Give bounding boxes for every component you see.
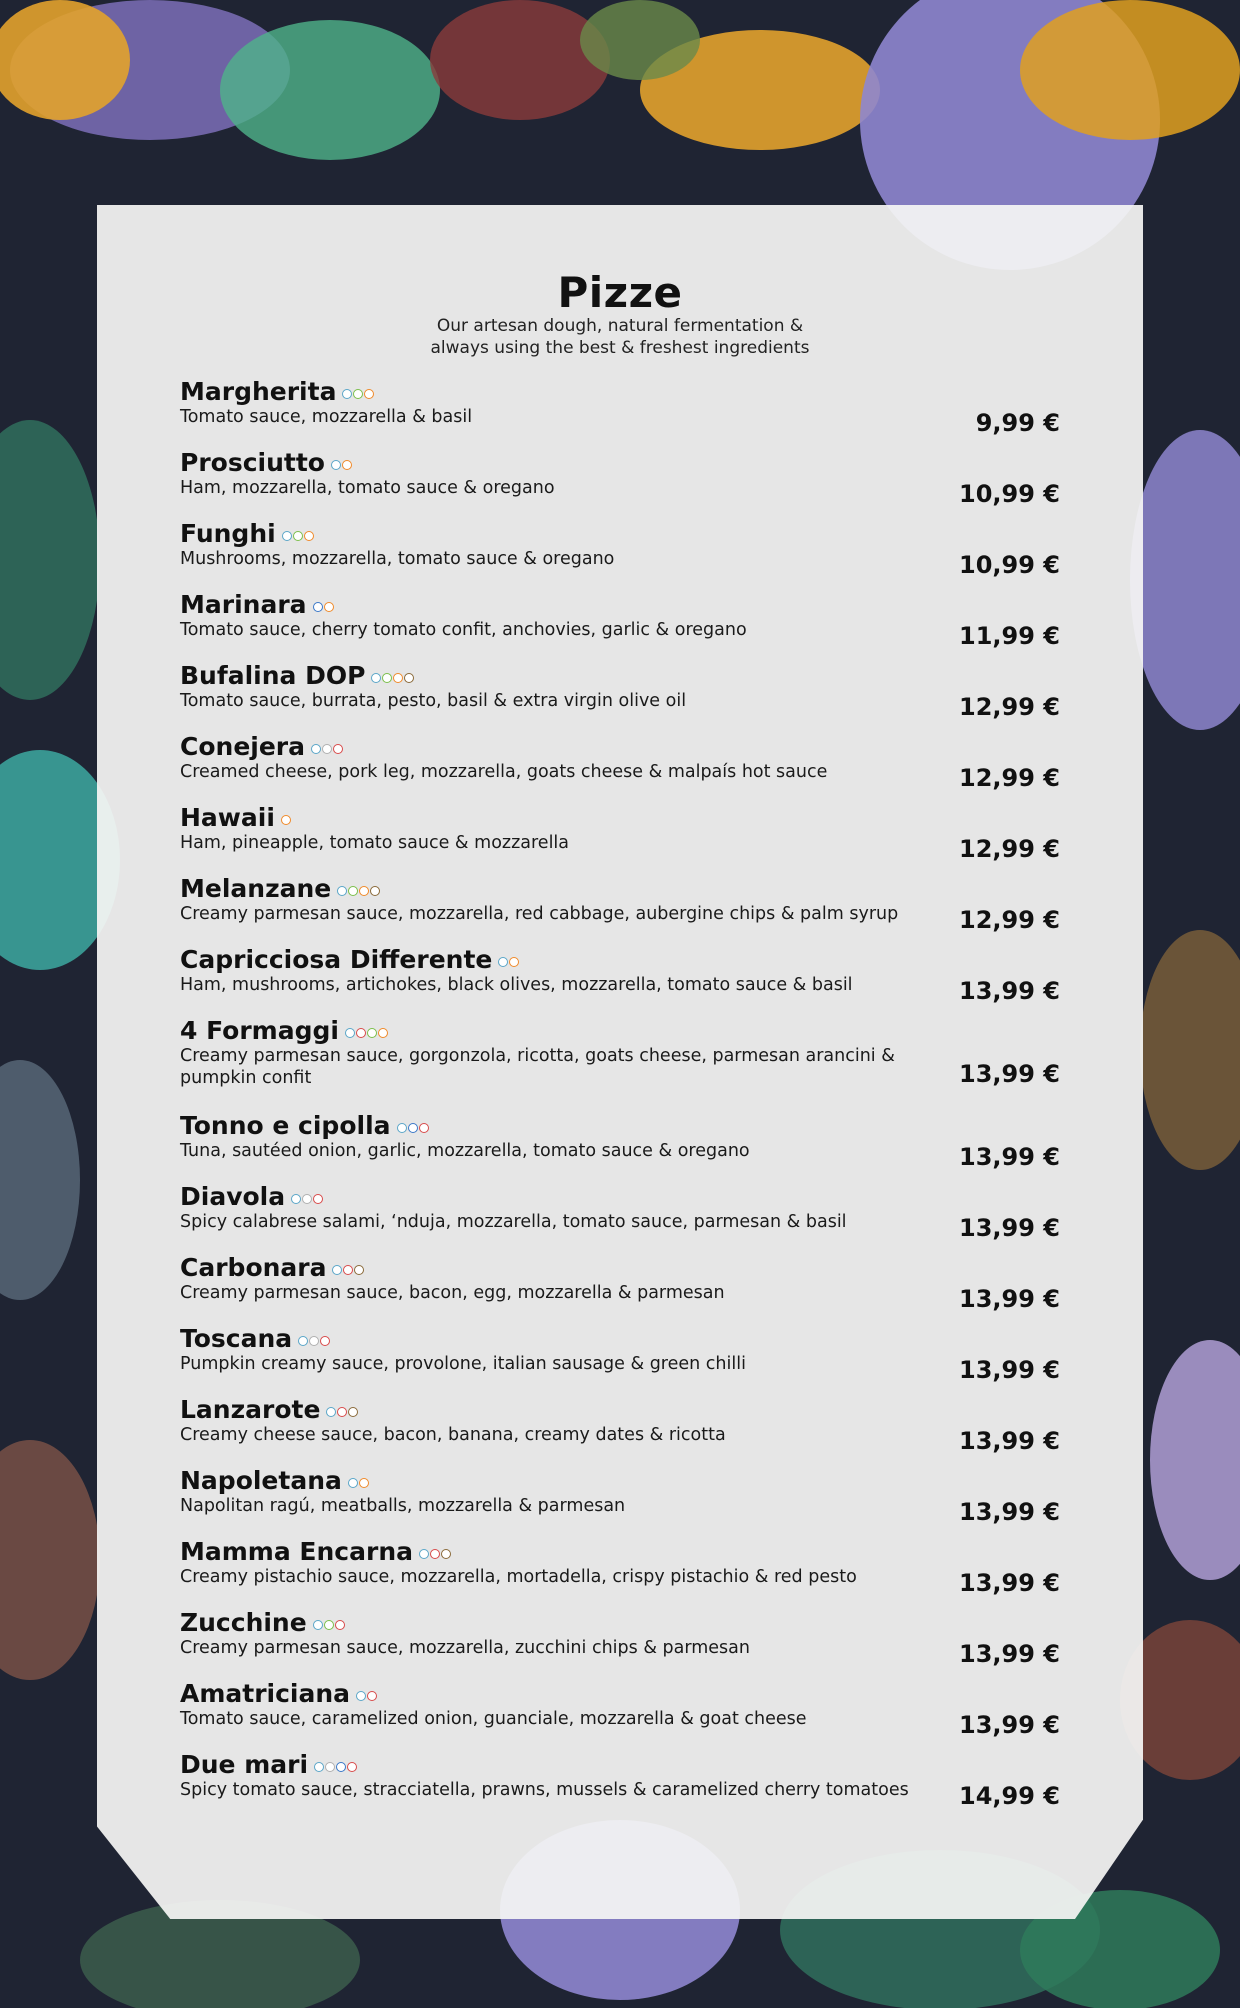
allergen-icon bbox=[359, 886, 369, 896]
allergen-icons bbox=[371, 668, 415, 687]
allergen-icon bbox=[364, 389, 374, 399]
allergen-icon bbox=[498, 957, 508, 967]
item-name: Due mari bbox=[180, 1750, 309, 1779]
item-price: 13,99 € bbox=[959, 977, 1060, 1005]
allergen-icon bbox=[331, 460, 341, 470]
item-description: Creamed cheese, pork leg, mozzarella, goats cheese & malpaís hot sauce bbox=[180, 762, 828, 782]
allergen-icon bbox=[298, 1336, 308, 1346]
item-price: 13,99 € bbox=[959, 1711, 1060, 1739]
allergen-icon bbox=[291, 1194, 301, 1204]
item-description: Spicy calabrese salami, ‘nduja, mozzarella, tomato sauce, parmesan & basil bbox=[180, 1212, 847, 1232]
item-price: 10,99 € bbox=[959, 551, 1060, 579]
menu-item bbox=[180, 733, 1060, 804]
allergen-icon bbox=[356, 1691, 366, 1701]
allergen-icon bbox=[337, 1407, 347, 1417]
allergen-icon bbox=[348, 886, 358, 896]
menu-item bbox=[180, 1017, 1060, 1112]
item-name: Hawaii bbox=[180, 803, 275, 832]
subtitle-line-2: always using the best & freshest ingredients bbox=[430, 338, 810, 358]
allergen-icon bbox=[314, 1762, 324, 1772]
item-name: Diavola bbox=[180, 1182, 286, 1211]
allergen-icon bbox=[356, 1028, 366, 1038]
item-description: Tomato sauce, burrata, pesto, basil & extra virgin olive oil bbox=[180, 691, 687, 711]
menu-item bbox=[180, 1609, 1060, 1680]
item-description: Tomato sauce, caramelized onion, guanciale, mozzarella & goat cheese bbox=[180, 1709, 807, 1729]
allergen-icons bbox=[332, 1260, 365, 1279]
item-description: Creamy parmesan sauce, mozzarella, red cabbage, aubergine chips & palm syrup bbox=[180, 904, 899, 924]
menu-item bbox=[180, 378, 1060, 449]
allergen-icons bbox=[356, 1686, 378, 1705]
allergen-icon bbox=[324, 602, 334, 612]
menu-item bbox=[180, 875, 1060, 946]
allergen-icon bbox=[281, 815, 291, 825]
item-description: Ham, mushrooms, artichokes, black olives, mozzarella, tomato sauce & basil bbox=[180, 975, 853, 995]
allergen-icon bbox=[393, 673, 403, 683]
allergen-icons bbox=[281, 810, 292, 829]
item-description: Creamy parmesan sauce, mozzarella, zucchini chips & parmesan bbox=[180, 1638, 750, 1658]
allergen-icon bbox=[367, 1028, 377, 1038]
item-price: 13,99 € bbox=[959, 1427, 1060, 1455]
menu-item bbox=[180, 1467, 1060, 1538]
menu-item bbox=[180, 1680, 1060, 1751]
allergen-icons bbox=[419, 1544, 452, 1563]
allergen-icon bbox=[335, 1620, 345, 1630]
item-name: Amatriciana bbox=[180, 1679, 351, 1708]
item-name: Zucchine bbox=[180, 1608, 307, 1637]
item-price: 12,99 € bbox=[959, 693, 1060, 721]
allergen-icon bbox=[378, 1028, 388, 1038]
allergen-icon bbox=[430, 1549, 440, 1559]
allergen-icons bbox=[313, 597, 335, 616]
allergen-icon bbox=[370, 886, 380, 896]
allergen-icon bbox=[313, 1620, 323, 1630]
menu-item bbox=[180, 520, 1060, 591]
item-name: Funghi bbox=[180, 519, 276, 548]
allergen-icons bbox=[314, 1757, 358, 1776]
item-price: 12,99 € bbox=[959, 906, 1060, 934]
allergen-icon bbox=[404, 673, 414, 683]
allergen-icon bbox=[313, 602, 323, 612]
allergen-icons bbox=[311, 739, 344, 758]
allergen-icon bbox=[354, 1265, 364, 1275]
item-price: 13,99 € bbox=[959, 1356, 1060, 1384]
item-name: Carbonara bbox=[180, 1253, 327, 1282]
item-price: 13,99 € bbox=[959, 1143, 1060, 1171]
allergen-icon bbox=[509, 957, 519, 967]
allergen-icon bbox=[371, 673, 381, 683]
allergen-icon bbox=[343, 1265, 353, 1275]
allergen-icon bbox=[342, 389, 352, 399]
item-price: 13,99 € bbox=[959, 1569, 1060, 1597]
allergen-icons bbox=[342, 384, 375, 403]
item-description: Pumpkin creamy sauce, provolone, italian sausage & green chilli bbox=[180, 1354, 746, 1374]
item-name: Marinara bbox=[180, 590, 307, 619]
item-name: Conejera bbox=[180, 732, 305, 761]
allergen-icons bbox=[397, 1118, 430, 1137]
item-price: 13,99 € bbox=[959, 1640, 1060, 1668]
allergen-icon bbox=[282, 531, 292, 541]
item-price: 11,99 € bbox=[959, 622, 1060, 650]
allergen-icons bbox=[298, 1331, 331, 1350]
item-price: 12,99 € bbox=[959, 764, 1060, 792]
menu-item bbox=[180, 449, 1060, 520]
allergen-icon bbox=[359, 1478, 369, 1488]
menu-items-list bbox=[180, 378, 1060, 1822]
allergen-icon bbox=[382, 673, 392, 683]
item-name: Napoletana bbox=[180, 1466, 342, 1495]
allergen-icons bbox=[498, 952, 520, 971]
item-name: Tonno e cipolla bbox=[180, 1111, 391, 1140]
item-name: Lanzarote bbox=[180, 1395, 321, 1424]
allergen-icon bbox=[322, 744, 332, 754]
menu-item bbox=[180, 1112, 1060, 1183]
item-description: Tomato sauce, mozzarella & basil bbox=[180, 407, 473, 427]
item-price: 9,99 € bbox=[975, 409, 1060, 437]
item-name: Toscana bbox=[180, 1324, 293, 1353]
item-description: Tomato sauce, cherry tomato confit, anchovies, garlic & oregano bbox=[180, 620, 747, 640]
allergen-icon bbox=[324, 1620, 334, 1630]
item-price: 10,99 € bbox=[959, 480, 1060, 508]
menu-item bbox=[180, 591, 1060, 662]
item-price: 13,99 € bbox=[959, 1060, 1060, 1088]
menu-item bbox=[180, 946, 1060, 1017]
allergen-icons bbox=[326, 1402, 359, 1421]
allergen-icons bbox=[331, 455, 353, 474]
allergen-icons bbox=[345, 1023, 389, 1042]
allergen-icon bbox=[419, 1123, 429, 1133]
menu-item bbox=[180, 662, 1060, 733]
allergen-icon bbox=[337, 886, 347, 896]
allergen-icons bbox=[291, 1189, 324, 1208]
allergen-icon bbox=[309, 1336, 319, 1346]
allergen-icon bbox=[326, 1407, 336, 1417]
allergen-icon bbox=[332, 1265, 342, 1275]
allergen-icon bbox=[320, 1336, 330, 1346]
allergen-icon bbox=[313, 1194, 323, 1204]
menu-subtitle bbox=[0, 315, 1240, 359]
allergen-icon bbox=[293, 531, 303, 541]
allergen-icon bbox=[302, 1194, 312, 1204]
item-description: Creamy parmesan sauce, bacon, egg, mozzarella & parmesan bbox=[180, 1283, 725, 1303]
item-description: Mushrooms, mozzarella, tomato sauce & oregano bbox=[180, 549, 615, 569]
item-description: Spicy tomato sauce, stracciatella, prawns, mussels & caramelized cherry tomatoes bbox=[180, 1780, 909, 1800]
item-description: Creamy pistachio sauce, mozzarella, mortadella, crispy pistachio & red pesto bbox=[180, 1567, 857, 1587]
allergen-icons bbox=[348, 1473, 370, 1492]
allergen-icon bbox=[441, 1549, 451, 1559]
allergen-icon bbox=[397, 1123, 407, 1133]
menu-item bbox=[180, 1183, 1060, 1254]
allergen-icon bbox=[342, 460, 352, 470]
item-description: Creamy cheese sauce, bacon, banana, creamy dates & ricotta bbox=[180, 1425, 726, 1445]
page-title: Pizze bbox=[557, 268, 683, 317]
allergen-icon bbox=[348, 1407, 358, 1417]
allergen-icons bbox=[337, 881, 381, 900]
allergen-icon bbox=[347, 1762, 357, 1772]
item-name: Melanzane bbox=[180, 874, 332, 903]
subtitle-line-1: Our artesan dough, natural fermentation & bbox=[436, 316, 804, 336]
allergen-icon bbox=[348, 1478, 358, 1488]
allergen-icon bbox=[304, 531, 314, 541]
item-price: 13,99 € bbox=[959, 1285, 1060, 1313]
item-name: Bufalina DOP bbox=[180, 661, 366, 690]
item-description: Creamy parmesan sauce, gorgonzola, ricotta, goats cheese, parmesan arancini & pumpkin confit bbox=[180, 1046, 895, 1088]
allergen-icon bbox=[419, 1549, 429, 1559]
allergen-icon bbox=[325, 1762, 335, 1772]
allergen-icon bbox=[408, 1123, 418, 1133]
item-description: Napolitan ragú, meatballs, mozzarella & parmesan bbox=[180, 1496, 626, 1516]
item-name: Margherita bbox=[180, 377, 337, 406]
item-description: Ham, pineapple, tomato sauce & mozzarella bbox=[180, 833, 570, 853]
item-price: 12,99 € bbox=[959, 835, 1060, 863]
item-description: Tuna, sautéed onion, garlic, mozzarella, tomato sauce & oregano bbox=[180, 1141, 750, 1161]
allergen-icons bbox=[313, 1615, 346, 1634]
item-name: Mamma Encarna bbox=[180, 1537, 413, 1566]
allergen-icon bbox=[353, 389, 363, 399]
allergen-icon bbox=[333, 744, 343, 754]
menu-item bbox=[180, 1254, 1060, 1325]
allergen-icon bbox=[336, 1762, 346, 1772]
item-price: 13,99 € bbox=[959, 1214, 1060, 1242]
allergen-icon bbox=[345, 1028, 355, 1038]
item-price: 13,99 € bbox=[959, 1498, 1060, 1526]
item-name: 4 Formaggi bbox=[180, 1016, 339, 1045]
item-name: Prosciutto bbox=[180, 448, 325, 477]
allergen-icon bbox=[311, 744, 321, 754]
menu-item bbox=[180, 1751, 1060, 1822]
menu-item bbox=[180, 804, 1060, 875]
menu-item bbox=[180, 1396, 1060, 1467]
allergen-icons bbox=[282, 526, 315, 545]
item-description: Ham, mozzarella, tomato sauce & oregano bbox=[180, 478, 555, 498]
allergen-icon bbox=[367, 1691, 377, 1701]
menu-item bbox=[180, 1325, 1060, 1396]
item-price: 14,99 € bbox=[959, 1782, 1060, 1810]
menu-item bbox=[180, 1538, 1060, 1609]
item-name: Capricciosa Differente bbox=[180, 945, 493, 974]
